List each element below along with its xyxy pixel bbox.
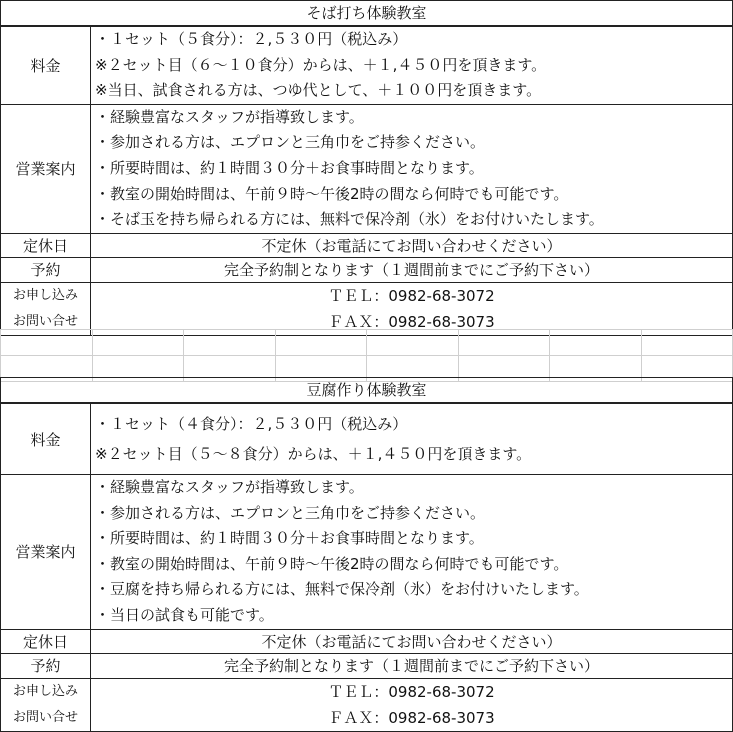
soba-info-row [1, 104, 733, 233]
soba-fee-line: ※２セット目（６～１０食分）からは、＋１,４５０円を頂きます。 [95, 55, 547, 74]
soba-contact-label [1, 282, 91, 335]
tofu-contact-cell [91, 678, 733, 731]
tofu-fee-row [1, 404, 733, 475]
soba-holiday-row [1, 233, 733, 257]
soba-reserve-value: 完全予約制となります（１週間前までにご予約下さい） [91, 257, 733, 282]
empty-cell[interactable] [184, 330, 275, 356]
soba-info-line: ・そば玉を持ち帰られる方には、無料で保冷剤（氷）をお付けいたします。 [95, 210, 604, 229]
empty-row [1, 330, 733, 356]
soba-title: そば打ち体験教室 [0, 0, 733, 26]
soba-fee-cell [91, 27, 733, 105]
empty-cell[interactable] [275, 330, 366, 356]
tofu-holiday-row [1, 629, 733, 653]
soba-fee-line: ・１セット（５食分）：２,５３０円（税込み） [95, 30, 408, 48]
soba-info-line: ・経験豊富なスタッフが指導致します。 [95, 107, 364, 126]
tofu-info-row [1, 475, 733, 630]
soba-contact-row [1, 282, 733, 335]
tofu-reserve-label: 予約 [1, 653, 91, 678]
tofu-info-line: ・参加される方は、エプロンと三角巾をご持参ください。 [95, 503, 486, 522]
soba-contact-cell [91, 282, 733, 335]
tofu-info-label: 営業案内 [1, 475, 91, 630]
soba-info-line: ・参加される方は、エプロンと三角巾をご持参ください。 [95, 133, 486, 152]
soba-reserve-row [1, 257, 733, 282]
empty-cell[interactable] [93, 330, 184, 356]
soba-table [0, 26, 733, 336]
tofu-contact-row [1, 678, 733, 731]
tofu-info-line: ・豆腐を持ち帰られる方には、無料で保冷剤（氷）をお付けいたします。 [95, 580, 589, 599]
tofu-contact-label-line: お問い合せ [12, 709, 78, 725]
empty-cell[interactable] [458, 330, 549, 356]
soba-reserve-label: 予約 [1, 257, 91, 282]
soba-info-line: ・所要時間は、約１時間３０分＋お食事時間となります。 [95, 158, 484, 177]
tofu-contact-label [1, 678, 91, 731]
tofu-info-line: ・当日の試食も可能です。 [95, 605, 274, 624]
tofu-tel: ＴＥＬ：0982-68-3072 [328, 682, 495, 701]
empty-cell[interactable] [550, 330, 641, 356]
tofu-fee-line: ※２セット目（５～８食分）からは、＋１,４５０円を頂きます。 [95, 445, 532, 463]
tofu-info-line: ・教室の開始時間は、午前９時～午後2時の間なら何時でも可能です。 [95, 554, 569, 573]
soba-info-line: ・教室の開始時間は、午前９時～午後2時の間なら何時でも可能です。 [95, 184, 569, 203]
soba-fee-line: ※当日、試食される方は、つゆ代として、＋１００円を頂きます。 [95, 81, 542, 100]
tofu-info-cell [91, 475, 733, 630]
soba-tel: ＴＥＬ：0982-68-3072 [328, 286, 495, 305]
tofu-reserve-value: 完全予約制となります（１週間前までにご予約下さい） [91, 653, 733, 678]
tofu-fee-cell [91, 404, 733, 475]
soba-info-cell [91, 104, 733, 233]
empty-cell[interactable] [367, 330, 458, 356]
tofu-section [0, 377, 733, 732]
tofu-fee-label: 料金 [1, 404, 91, 475]
tofu-table [0, 403, 733, 732]
tofu-reserve-row [1, 653, 733, 678]
tofu-info-line: ・所要時間は、約１時間３０分＋お食事時間となります。 [95, 529, 484, 548]
soba-fax: ＦＡＸ：0982-68-3073 [328, 312, 495, 331]
tofu-fee-line: ・１セット（４食分）：２,５３０円（税込み） [95, 415, 408, 433]
tofu-holiday-label: 定休日 [1, 629, 91, 653]
empty-cell[interactable] [641, 330, 732, 356]
empty-grid [0, 329, 733, 382]
soba-contact-label-line: お問い合せ [12, 313, 78, 329]
soba-fee-row [1, 27, 733, 105]
tofu-title: 豆腐作り体験教室 [0, 377, 733, 403]
tofu-holiday-value: 不定休（お電話にてお問い合わせください） [91, 629, 733, 653]
soba-info-label: 営業案内 [1, 104, 91, 233]
empty-cell[interactable] [1, 330, 93, 356]
tofu-info-line: ・経験豊富なスタッフが指導致します。 [95, 478, 364, 496]
soba-section [0, 0, 733, 336]
tofu-fax: ＦＡＸ：0982-68-3073 [328, 708, 495, 727]
soba-holiday-label: 定休日 [1, 233, 91, 257]
tofu-contact-label-line: お申し込み [12, 683, 78, 699]
soba-contact-label-line: お申し込み [12, 287, 78, 303]
soba-fee-label: 料金 [1, 27, 91, 105]
soba-holiday-value: 不定休（お電話にてお問い合わせください） [91, 233, 733, 257]
